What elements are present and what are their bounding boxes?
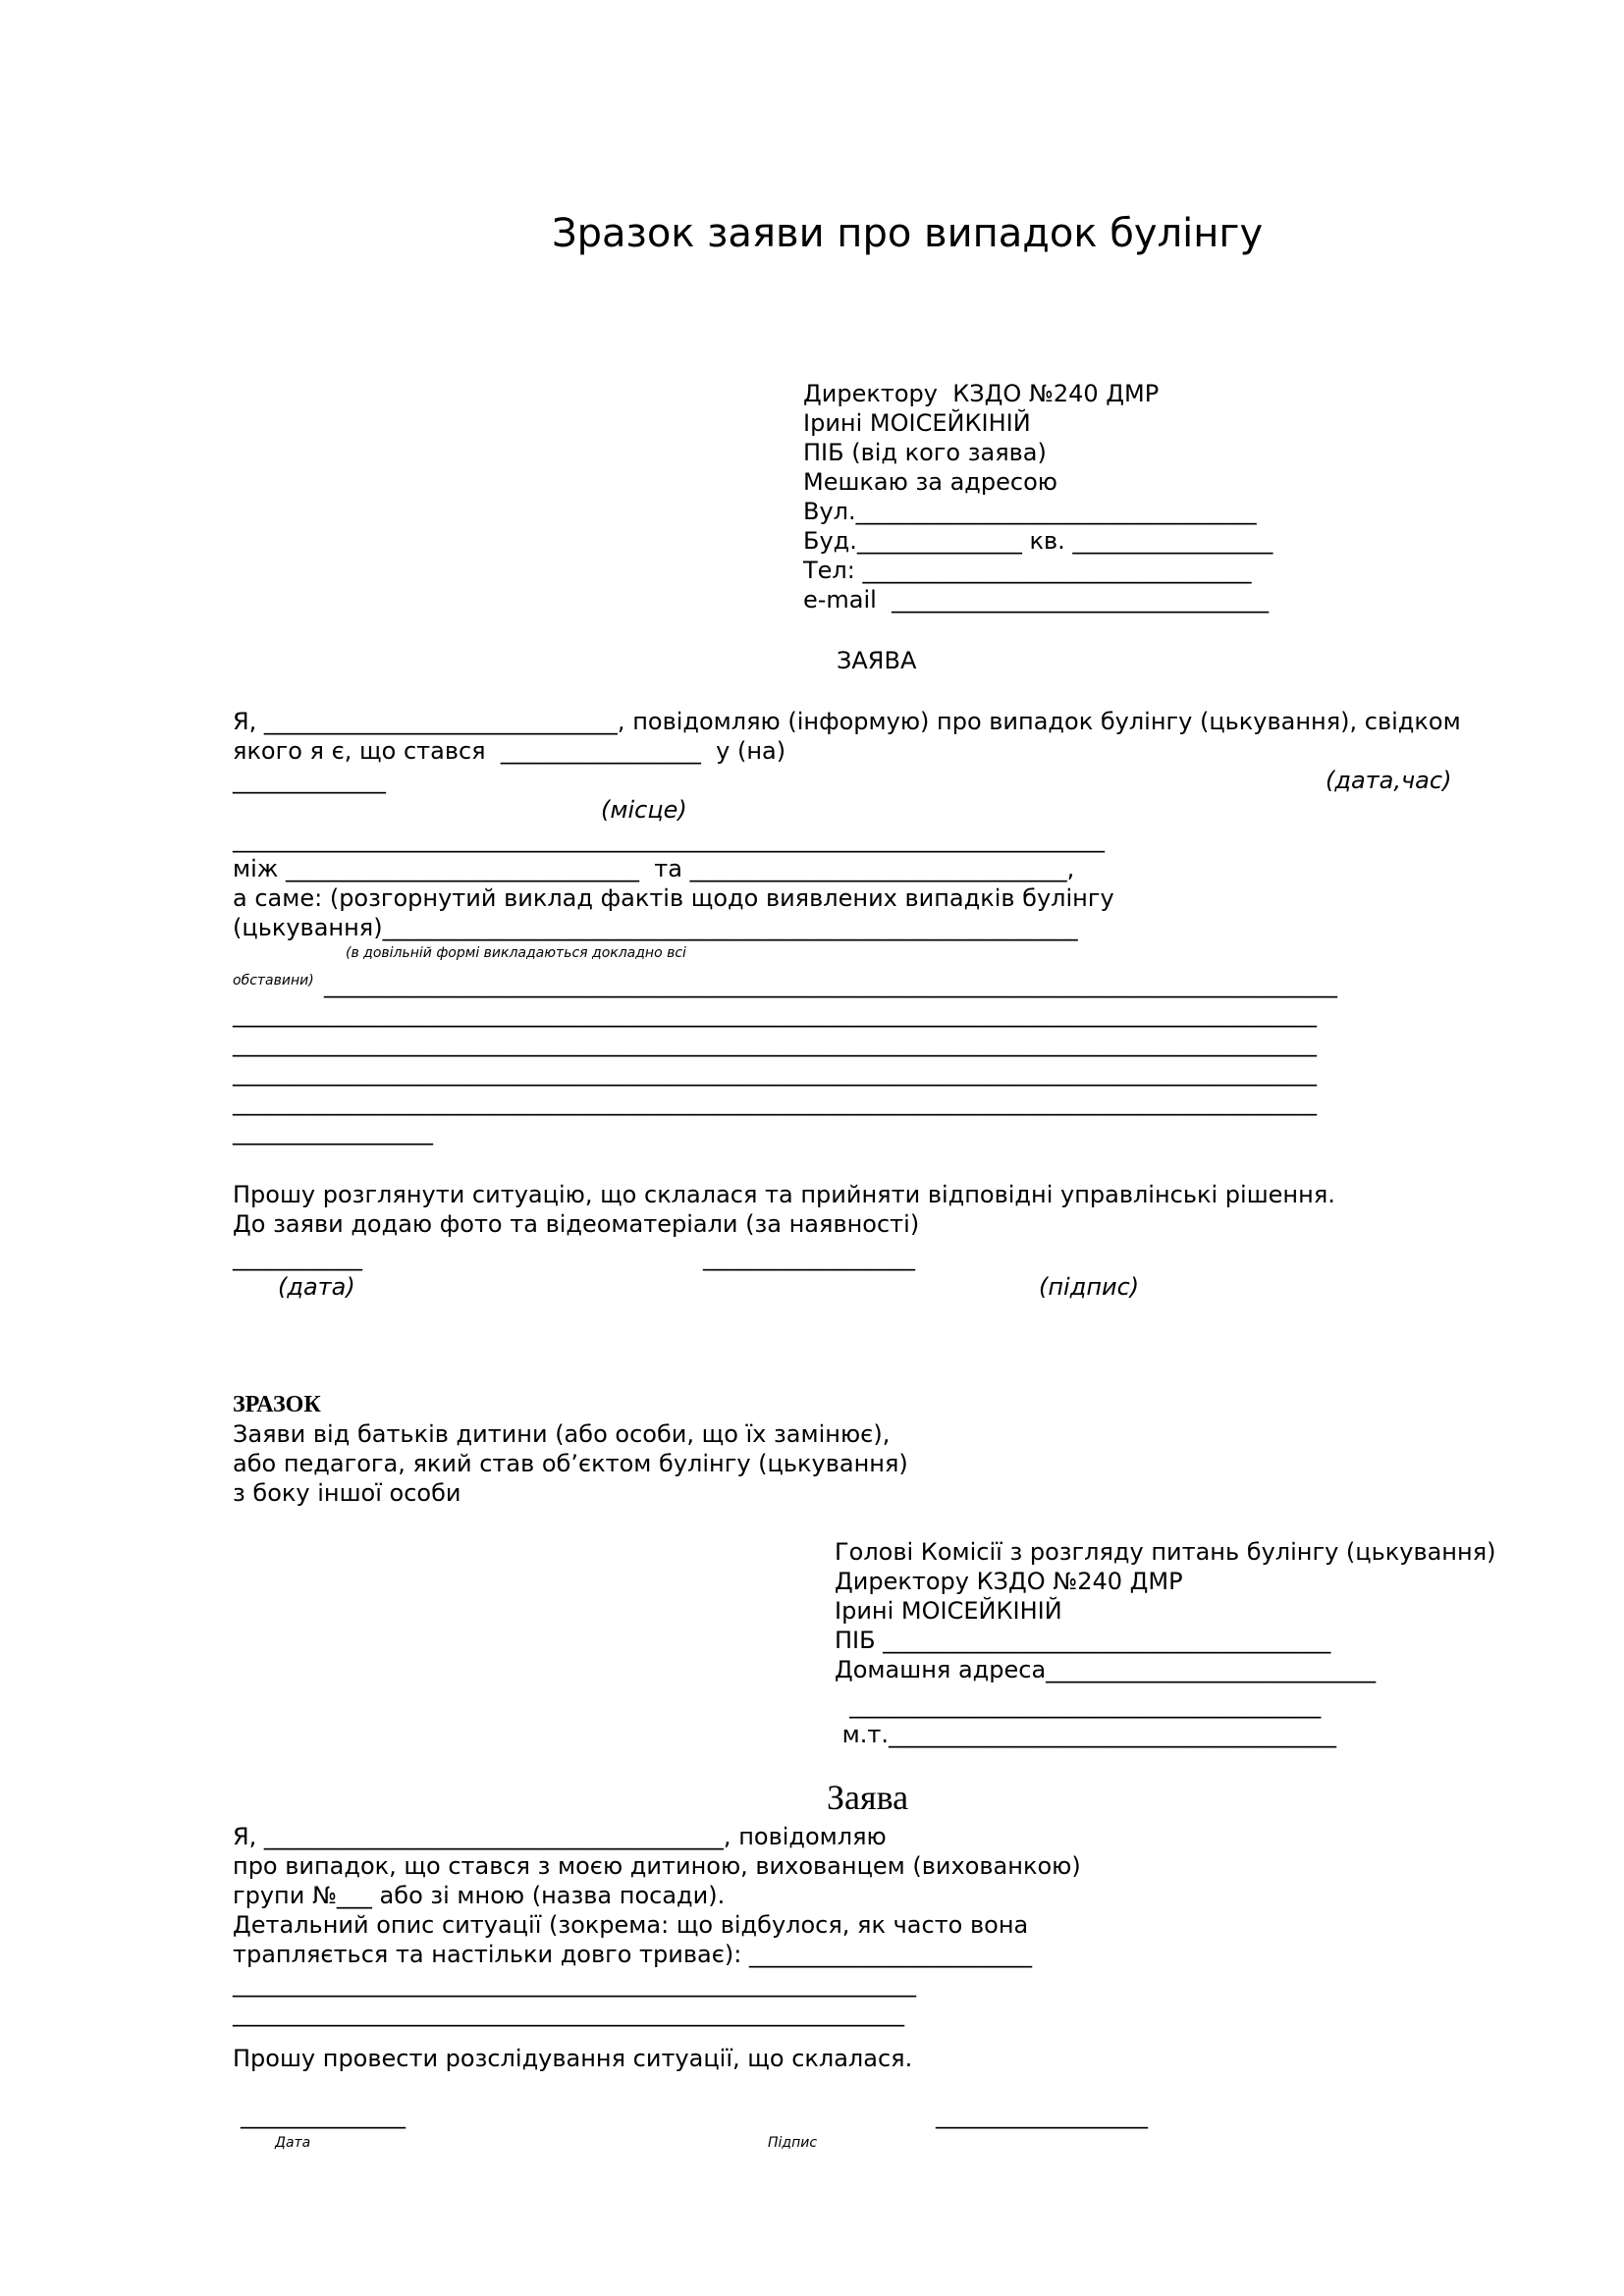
addressee-line: ПІБ (від кого заява) [803, 439, 1047, 466]
hint-place: (місце) [601, 796, 687, 824]
phone-field[interactable]: Тел: _________________________________ [803, 557, 1252, 584]
addressee-line: Голові Комісії з розгляду питань булінгу (цькування) [835, 1538, 1496, 1566]
request-text: Прошу провести розслідування ситуації, що склалася. [233, 2045, 913, 2072]
description-line[interactable]: ____________________________________________________________________________________________ [233, 1000, 1317, 1028]
body-line[interactable]: групи №___ або зі мною (назва посади). [233, 1882, 726, 1909]
description-line[interactable]: ____________________________________________________________________________________________ [233, 1059, 1317, 1087]
street-field[interactable]: Вул.__________________________________ [803, 498, 1257, 525]
home-address-field[interactable]: Домашня адреса____________________________ [835, 1656, 1377, 1683]
description-line[interactable]: _________________________________________________________ [233, 2000, 904, 2027]
body-line[interactable]: між ______________________________ та ________________________________, [233, 855, 1075, 882]
form1-heading: ЗАЯВА [837, 647, 917, 674]
body-line: а саме: (розгорнутий виклад фактів щодо виявлених випадків булінгу [233, 884, 1114, 912]
description-line[interactable]: ______________________________________________________________________________________ [324, 971, 1337, 998]
body-line[interactable]: Я, _______________________________________, повідомляю [233, 1823, 887, 1850]
addressee-line: Ірині МОІСЕЙКІНІЙ [803, 409, 1031, 437]
signature-label: (підпис) [1039, 1273, 1140, 1301]
date-signature-line[interactable]: ___________ [233, 1244, 362, 1271]
name-field[interactable]: ПІБ ______________________________________ [835, 1627, 1331, 1654]
home-address-field-2[interactable]: ________________________________________ [835, 1691, 1322, 1719]
building-field[interactable]: Буд.______________ кв. _________________ [803, 527, 1273, 555]
body-line: Детальний опис ситуації (зокрема: що відбулося, як часто вона [233, 1911, 1029, 1939]
date-label: (дата) [278, 1273, 355, 1301]
description-line[interactable]: ____________________________________________________________________________________________ [233, 1030, 1317, 1057]
signature-line[interactable]: __________________ [703, 1244, 915, 1271]
signature-label: Підпис [768, 2135, 818, 2151]
page-title: Зразок заяви про випадок булінгу [552, 211, 1264, 256]
description-line[interactable]: ____________________________________________________________________________________________ [233, 1089, 1317, 1116]
addressee-line: Директору КЗДО №240 ДМР [803, 380, 1160, 407]
date-label: Дата [275, 2135, 311, 2151]
addressee-line: Ірині МОІСЕЙКІНІЙ [835, 1597, 1062, 1625]
body-line[interactable]: __________________________________________________________________________ [233, 826, 1105, 853]
attachments-text: До заяви додаю фото та відеоматеріали (за наявності) [233, 1210, 920, 1238]
body-line[interactable]: якого я є, що стався _________________ у (на) [233, 737, 786, 765]
intro-line: Заяви від батьків дитини (або особи, що їх замінює), [233, 1420, 891, 1448]
body-line[interactable]: (цькування)___________________________________________________________ [233, 914, 1078, 941]
intro-line: з боку іншої особи [233, 1479, 461, 1507]
email-field[interactable]: e-mail ________________________________ [803, 586, 1270, 614]
intro-line: або педагога, який став об’єктом булінгу (цькування) [233, 1450, 908, 1477]
hint-date-time: (дата,час) [1326, 767, 1452, 794]
hint-free-form: (в довільній формі викладаються докладно всі [346, 945, 686, 961]
description-line[interactable]: __________________________________________________________ [233, 1970, 916, 1998]
sample-label: ЗРАЗОК [233, 1392, 321, 1417]
addressee-line: Мешкаю за адресою [803, 468, 1057, 496]
body-line[interactable]: _____________ [233, 767, 386, 794]
request-text: Прошу розглянути ситуацію, що склалася та прийняти відповідні управлінські рішення. [233, 1181, 1335, 1208]
form2-heading: Заява [827, 1778, 909, 1817]
body-line[interactable]: Я, ______________________________, повідомляю (інформую) про випадок булінгу (цькування), свідком [233, 708, 1461, 735]
description-line[interactable]: _________________ [233, 1118, 433, 1146]
mobile-phone-field[interactable]: м.т.______________________________________ [835, 1721, 1336, 1748]
date-line[interactable]: ______________ [241, 2102, 406, 2129]
body-line: про випадок, що стався з моєю дитиною, вихованцем (вихованкою) [233, 1852, 1081, 1880]
body-line[interactable]: трапляється та настільки довго триває): ________________________ [233, 1941, 1032, 1968]
hint-free-form: обставини) [233, 973, 314, 988]
addressee-line: Директору КЗДО №240 ДМР [835, 1568, 1183, 1595]
signature-line[interactable]: __________________ [936, 2102, 1148, 2129]
